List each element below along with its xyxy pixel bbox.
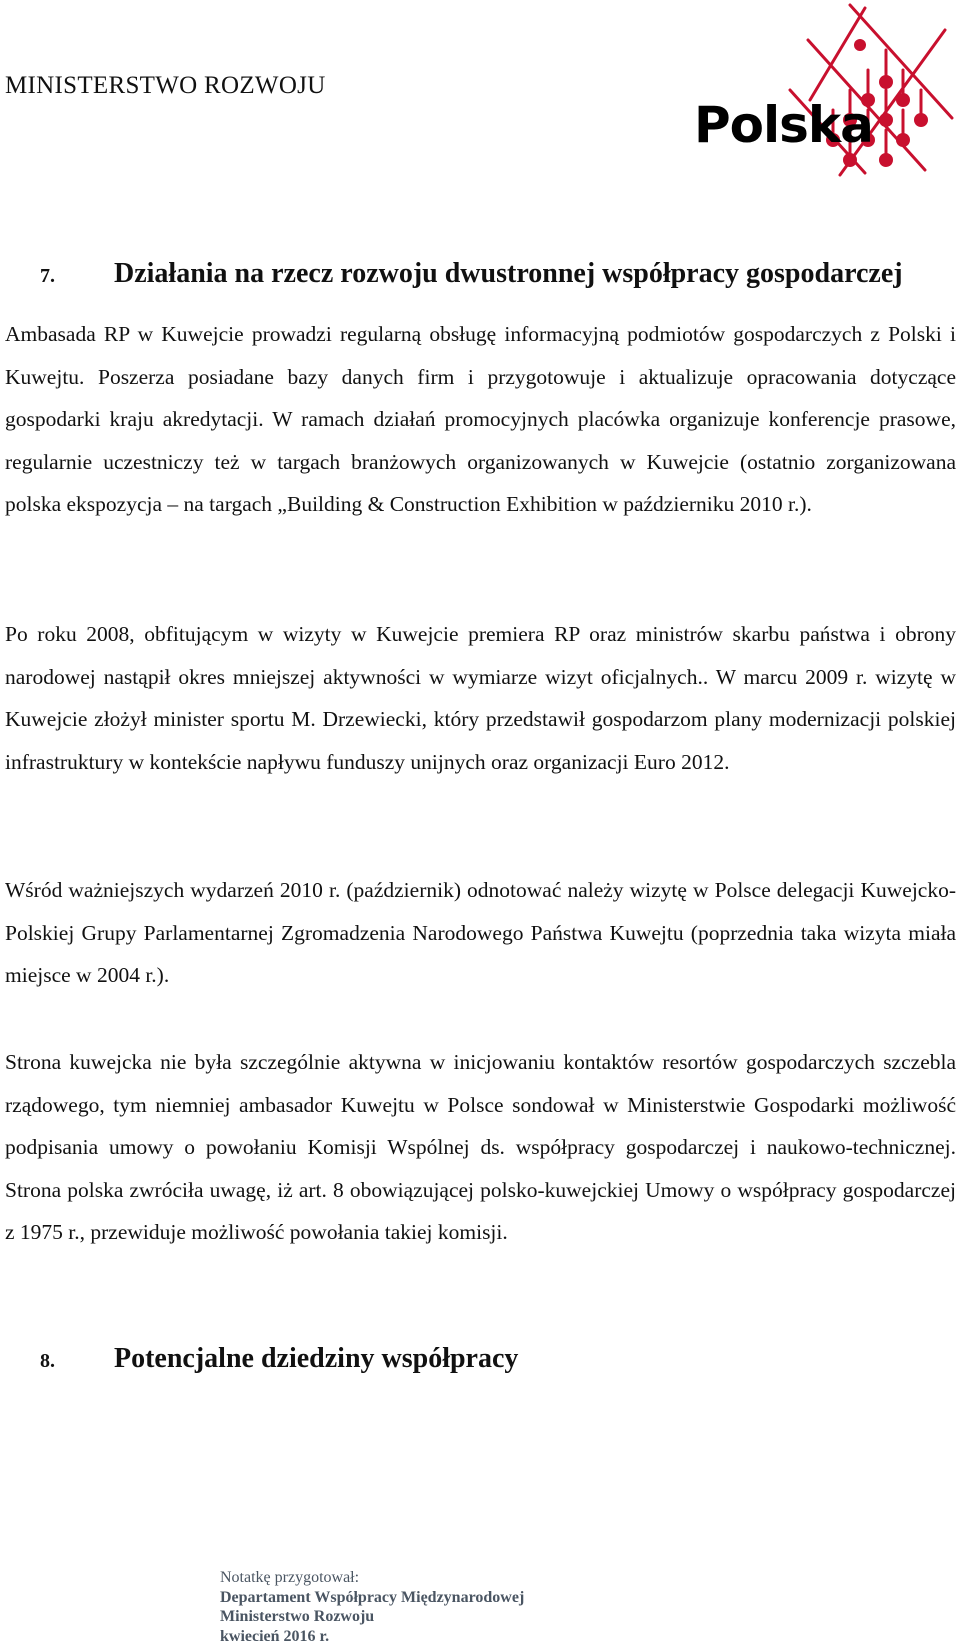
section-7-title: Działania na rzecz rozwoju dwustronnej współpracy gospodarczej — [114, 258, 903, 289]
paragraph-events-2010: Wśród ważniejszych wydarzeń 2010 r. (październik) odnotować należy wizytę w Polsce delegacji Kuwejcko-Polskiej Grupy Parlamentarnej Zgromadzenia Narodowego Państwa Kuwejtu (poprzednia taka wizyta miała miejsce w 2004 r.). — [5, 878, 956, 988]
section-7-heading — [40, 258, 903, 290]
polska-logo-graphic — [690, 0, 960, 185]
paragraph-visits-2008-2009: Po roku 2008, obfitującym w wizyty w Kuwejcie premiera RP oraz ministrów skarbu państwa i obrony narodowej nastąpił okres mniejszej aktywności w wymiarze wizyt oficjalnych.. W marcu 2009 r. wizytę w Kuwejcie złożył minister sportu M. Drzewiecki, który przedstawił gospodarzom plany modernizacji polskiej infrastruktury w kontekście napływu funduszy unijnych oraz organizacji Euro 2012. — [5, 622, 956, 774]
logo-wordmark: Polska — [694, 96, 873, 154]
section-8-heading — [40, 1343, 518, 1375]
paragraph-joint-commission: Strona kuwejcka nie była szczególnie aktywna w inicjowaniu kontaktów resortów gospodarczych szczebla rządowego, tym niemniej ambasador Kuwejtu w Polsce sondował w Ministerstwie Gospodarki możliwość podpisania umowy o powołaniu Komisji Wspólnej ds. współpracy gospodarczej i naukowo-technicznej. Strona polska zwróciła uwagę, iż art. 8 obowiązującej polsko-kuwejckiej Umowy o współpracy gospodarczej z 1975 r., przewiduje możliwość powołania takiej komisji. — [5, 1050, 956, 1245]
ministry-name: MINISTERSTWO ROZWOJU — [5, 72, 326, 99]
section-7-number: 7. — [40, 265, 55, 287]
section-8-title: Potencjalne dziedziny współpracy — [114, 1343, 519, 1374]
section-8-number: 8. — [40, 1350, 55, 1372]
paragraph-embassy-services: Ambasada RP w Kuwejcie prowadzi regularną obsługę informacyjną podmiotów gospodarczych z Polski i Kuwejtu. Poszerza posiadane bazy danych firm i przygotowuje i aktualizuje opracowania dotyczące gospodarki kraju akredytacji. W ramach działań promocyjnych placówka organizuje konferencje prasowe, regularnie uczestniczy też w targach branżowych organizowanych w Kuwejcie (ostatnio zorganizowana polska ekspozycja – na targach „Building & Construction Exhibition w październiku 2010 r.). — [5, 322, 956, 517]
footer-ministry: Ministerstwo Rozwoju — [220, 1608, 375, 1625]
footer-department: Departament Współpracy Międzynarodowej — [220, 1588, 525, 1606]
footer-date: kwiecień 2016 r. — [220, 1627, 330, 1645]
polska-logo — [690, 0, 960, 185]
footer-note — [220, 1568, 524, 1646]
footer-prepared-by: Notatkę przygotował: — [220, 1569, 360, 1586]
